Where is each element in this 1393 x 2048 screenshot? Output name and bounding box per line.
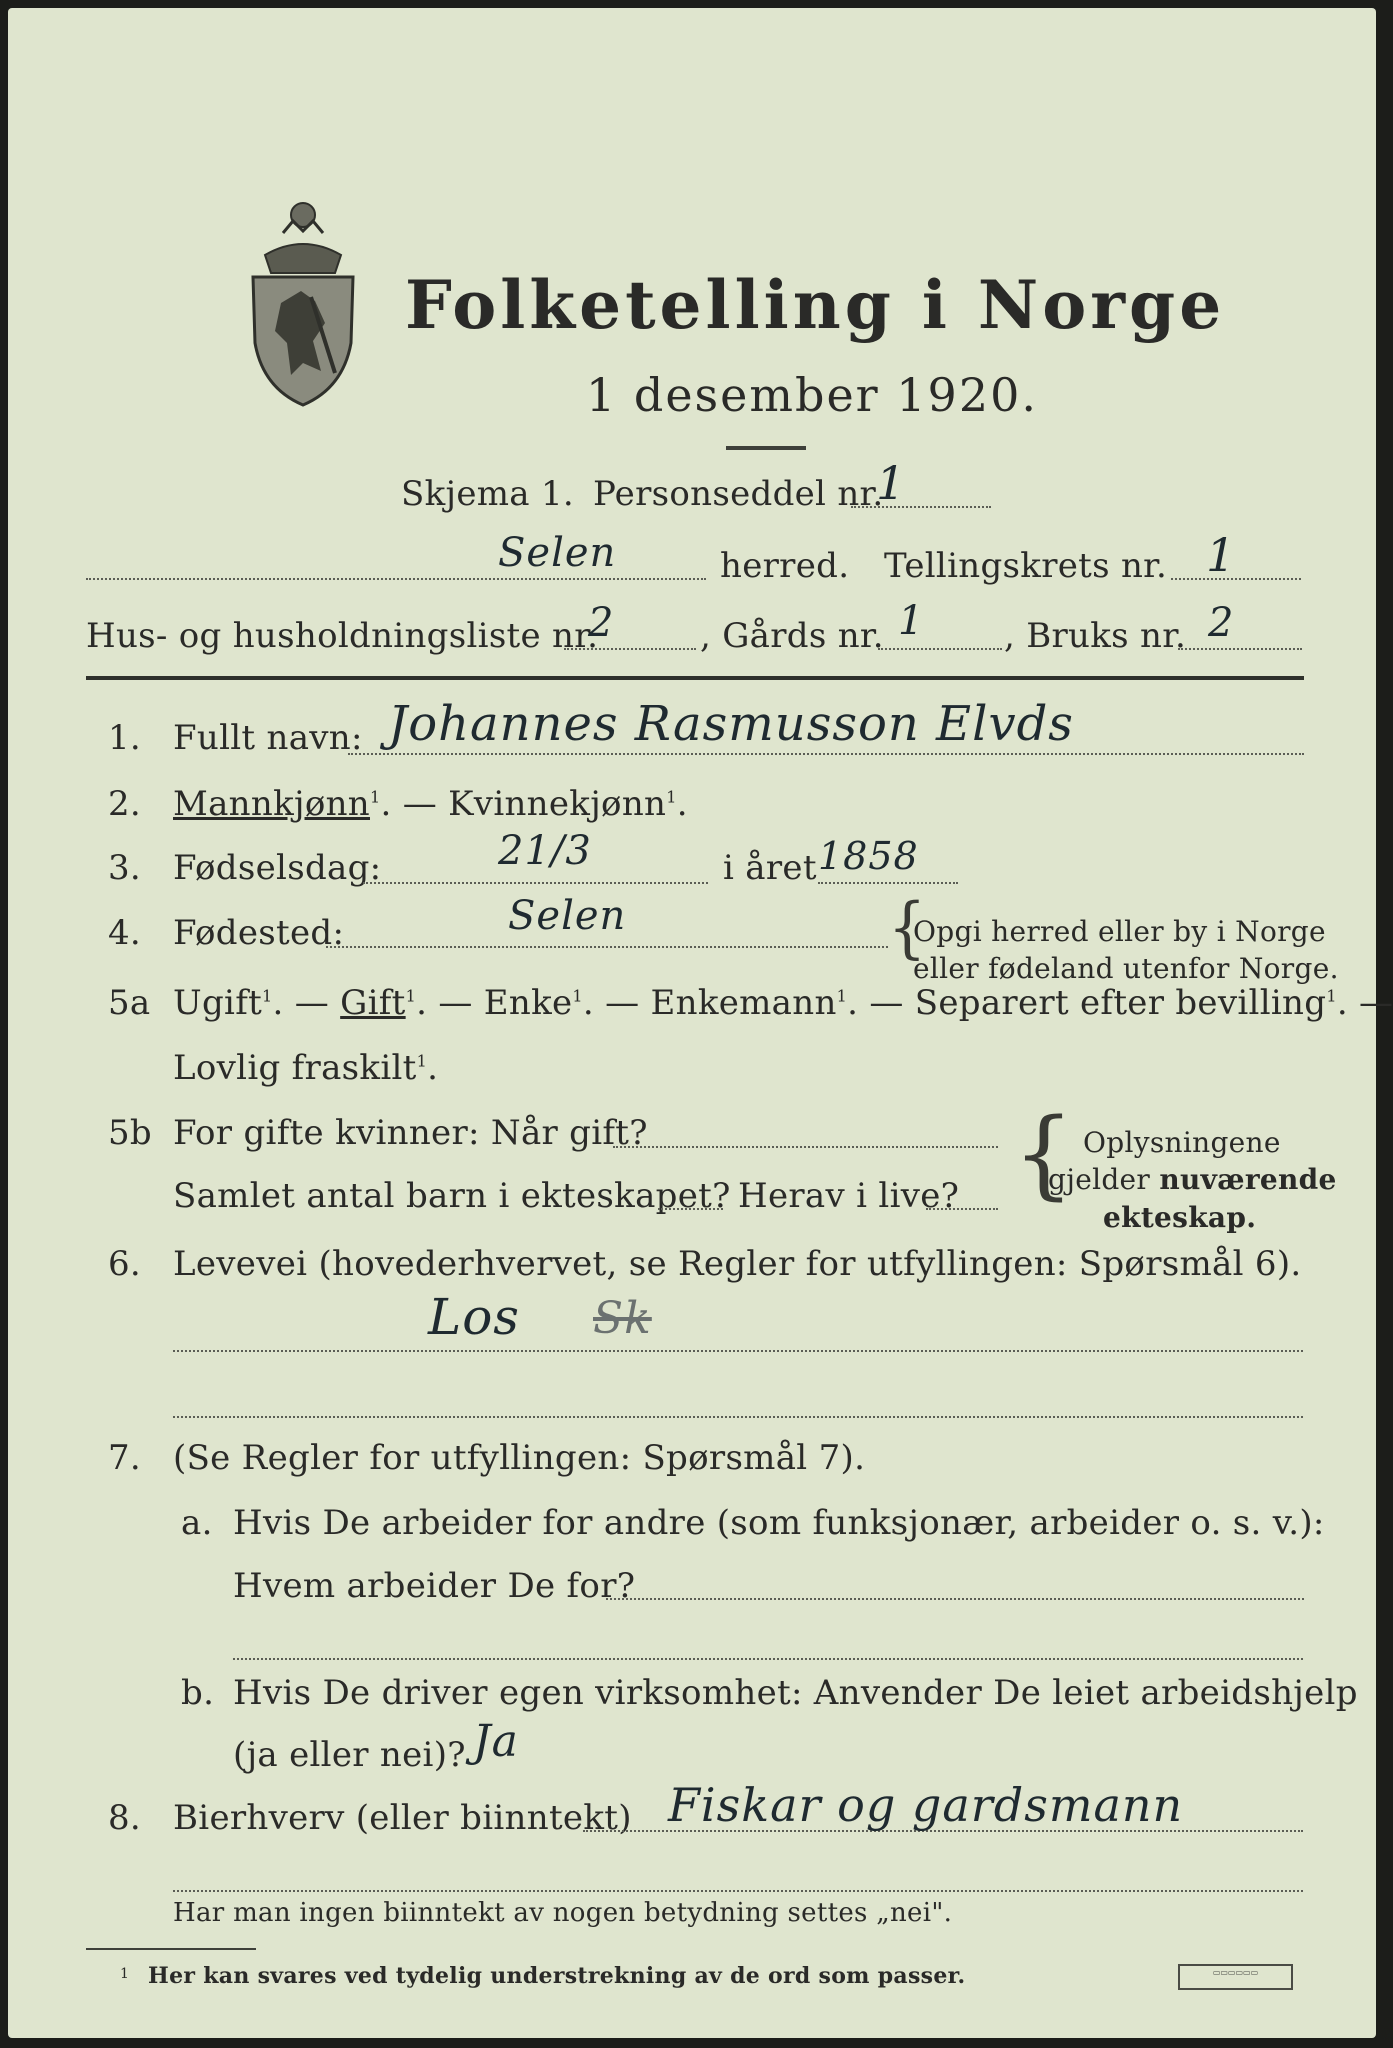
- tellingskrets-label: Tellingskrets nr.: [884, 546, 1168, 586]
- q8-label: Bierhverv (eller biinntekt): [173, 1798, 632, 1838]
- footnote-text: Her kan svares ved tydelig understrekning av de ord som passer.: [148, 1963, 966, 1989]
- gards-label: , Gårds nr.: [700, 616, 884, 656]
- q2-kvinnekjonn[interactable]: . — Kvinnekjønn: [380, 784, 667, 824]
- q4-note-1: Opgi herred eller by i Norge: [913, 915, 1326, 948]
- q6-label: Levevei (hovederhvervet, se Regler for utfyllingen: Spørsmål 6).: [173, 1244, 1302, 1284]
- q5b-note-2: [1048, 1163, 1337, 1196]
- q4-line: [326, 946, 888, 948]
- q3-number: 3.: [108, 848, 142, 888]
- q7-number: 7.: [108, 1438, 142, 1478]
- q1-number: 1.: [108, 718, 142, 758]
- q6-occupation[interactable]: Los: [428, 1288, 520, 1346]
- gards-line: [878, 648, 1002, 650]
- q7a-line-1: [606, 1598, 1304, 1600]
- q6-number: 6.: [108, 1244, 142, 1284]
- bruks-label: , Bruks nr.: [1004, 616, 1187, 656]
- personseddel-line: [851, 506, 991, 508]
- q2-mannkjonn-underlined[interactable]: Mannkjønn: [173, 784, 370, 824]
- title-divider: [726, 446, 806, 450]
- q5b-note-2b: nuværende: [1159, 1163, 1337, 1196]
- hus-label: Hus- og husholdningsliste nr.: [86, 616, 599, 656]
- q7a-letter: a.: [181, 1503, 213, 1543]
- q3-label: Fødselsdag:: [173, 848, 382, 888]
- q2-end: .: [676, 784, 688, 824]
- form-date: 1 desember 1920.: [586, 368, 1038, 422]
- q5a-enkemann[interactable]: Enkemann: [650, 983, 837, 1023]
- q7b-label: Hvis De driver egen virksomhet: Anvender De leiet arbeidshjelp: [233, 1673, 1358, 1713]
- q5a-number: 5a: [108, 983, 151, 1023]
- form-title: Folketelling i Norge: [405, 266, 1226, 344]
- q5b-when-married: For gifte kvinner: Når gift?: [173, 1113, 648, 1153]
- q6-line-1: [173, 1350, 1303, 1352]
- q3-birth-date[interactable]: 21/3: [498, 828, 592, 874]
- q5a-lovlig-fraskilt[interactable]: Lovlig fraskilt: [173, 1048, 417, 1088]
- personseddel-label: Personseddel nr.: [593, 474, 884, 514]
- q7a-label: Hvis De arbeider for andre (som funksjonær, arbeider o. s. v.):: [233, 1503, 1325, 1543]
- footer-note: Har man ingen biinntekt av nogen betydning settes „nei".: [173, 1898, 953, 1928]
- q5b-note-3: ekteskap.: [1103, 1201, 1257, 1234]
- q3-birth-year[interactable]: 1858: [818, 834, 919, 878]
- q1-label: Fullt navn:: [173, 718, 363, 758]
- skjema-label: Skjema 1.: [401, 474, 575, 514]
- printer-stamp: ▭▭▭▭▭▭: [1178, 1964, 1293, 1990]
- q5b-brace: {: [1013, 1098, 1075, 1210]
- q3-date-line: [363, 882, 708, 884]
- herred-label: herred.: [720, 546, 850, 586]
- q2-number: 2.: [108, 784, 142, 824]
- q8-side-income[interactable]: Fiskar og gardsmann: [668, 1778, 1184, 1832]
- q4-note-2: eller fødeland utenfor Norge.: [913, 952, 1339, 985]
- q4-label: Fødested:: [173, 913, 345, 953]
- q7b-letter: b.: [181, 1673, 215, 1713]
- coat-of-arms-emblem: [243, 193, 363, 413]
- q3-year-line: [818, 882, 958, 884]
- q5b-children-total: Samlet antal barn i ekteskapet?: [173, 1176, 731, 1216]
- q5a-options: Ugift$^1$. — Gift$^1$. — Enke$^1$. — Enkemann$^1$. — Separert efter bevilling$^1$. —: [173, 983, 1393, 1023]
- herred-value[interactable]: Selen: [498, 530, 617, 576]
- footnote-mark: 1: [120, 1966, 130, 1982]
- q5a-ugift[interactable]: Ugift: [173, 983, 263, 1023]
- q7b-sub: (ja eller nei)?: [233, 1735, 466, 1775]
- hus-value[interactable]: 2: [588, 600, 615, 646]
- q4-number: 4.: [108, 913, 142, 953]
- q5a-gift-underlined[interactable]: Gift: [340, 983, 406, 1023]
- q4-brace: {: [888, 889, 927, 967]
- q5b-children-line: [658, 1208, 723, 1210]
- q7-label: (Se Regler for utfyllingen: Spørsmål 7).: [173, 1438, 866, 1478]
- q6-struck-text: Sk: [593, 1293, 652, 1344]
- q5b-alive-line: [926, 1208, 998, 1210]
- census-form: [8, 8, 1393, 2038]
- q1-full-name[interactable]: Johannes Rasmusson Elvds: [388, 696, 1074, 752]
- q6-line-2: [173, 1416, 1303, 1418]
- q2-sex: Mannkjønn$^1$. — Kvinnekjønn$^1$.: [173, 784, 688, 824]
- section-divider: [86, 676, 1304, 680]
- q5a-enke[interactable]: Enke: [483, 983, 573, 1023]
- q5b-when-line: [613, 1146, 998, 1148]
- hus-line: [564, 648, 696, 650]
- q7a-line-2: [233, 1658, 1303, 1660]
- q8-line-2: [173, 1890, 1303, 1892]
- q5b-number: 5b: [108, 1113, 152, 1153]
- q5a-separert[interactable]: Separert efter bevilling: [914, 983, 1327, 1023]
- q5b-note-2a: gjelder: [1048, 1163, 1151, 1196]
- q5b-note-1: Oplysningene: [1083, 1126, 1281, 1159]
- personseddel-value[interactable]: 1: [876, 456, 907, 510]
- bruks-value[interactable]: 2: [1208, 600, 1235, 646]
- q5b-children-alive: Herav i live?: [738, 1176, 960, 1216]
- q7b-answer[interactable]: Ja: [473, 1716, 519, 1767]
- q4-birthplace[interactable]: Selen: [508, 893, 627, 939]
- herred-line: [86, 578, 706, 580]
- footnote-divider: [86, 1948, 256, 1950]
- q3-year-label: i året: [723, 848, 817, 888]
- q1-line: [348, 753, 1304, 755]
- tellingskrets-value[interactable]: 1: [1206, 528, 1237, 582]
- bruks-line: [1178, 648, 1302, 650]
- q8-number: 8.: [108, 1798, 142, 1838]
- q7a-sub: Hvem arbeider De for?: [233, 1566, 636, 1606]
- q5a-line-2: Lovlig fraskilt$^1$.: [173, 1048, 439, 1088]
- gards-value[interactable]: 1: [898, 598, 925, 644]
